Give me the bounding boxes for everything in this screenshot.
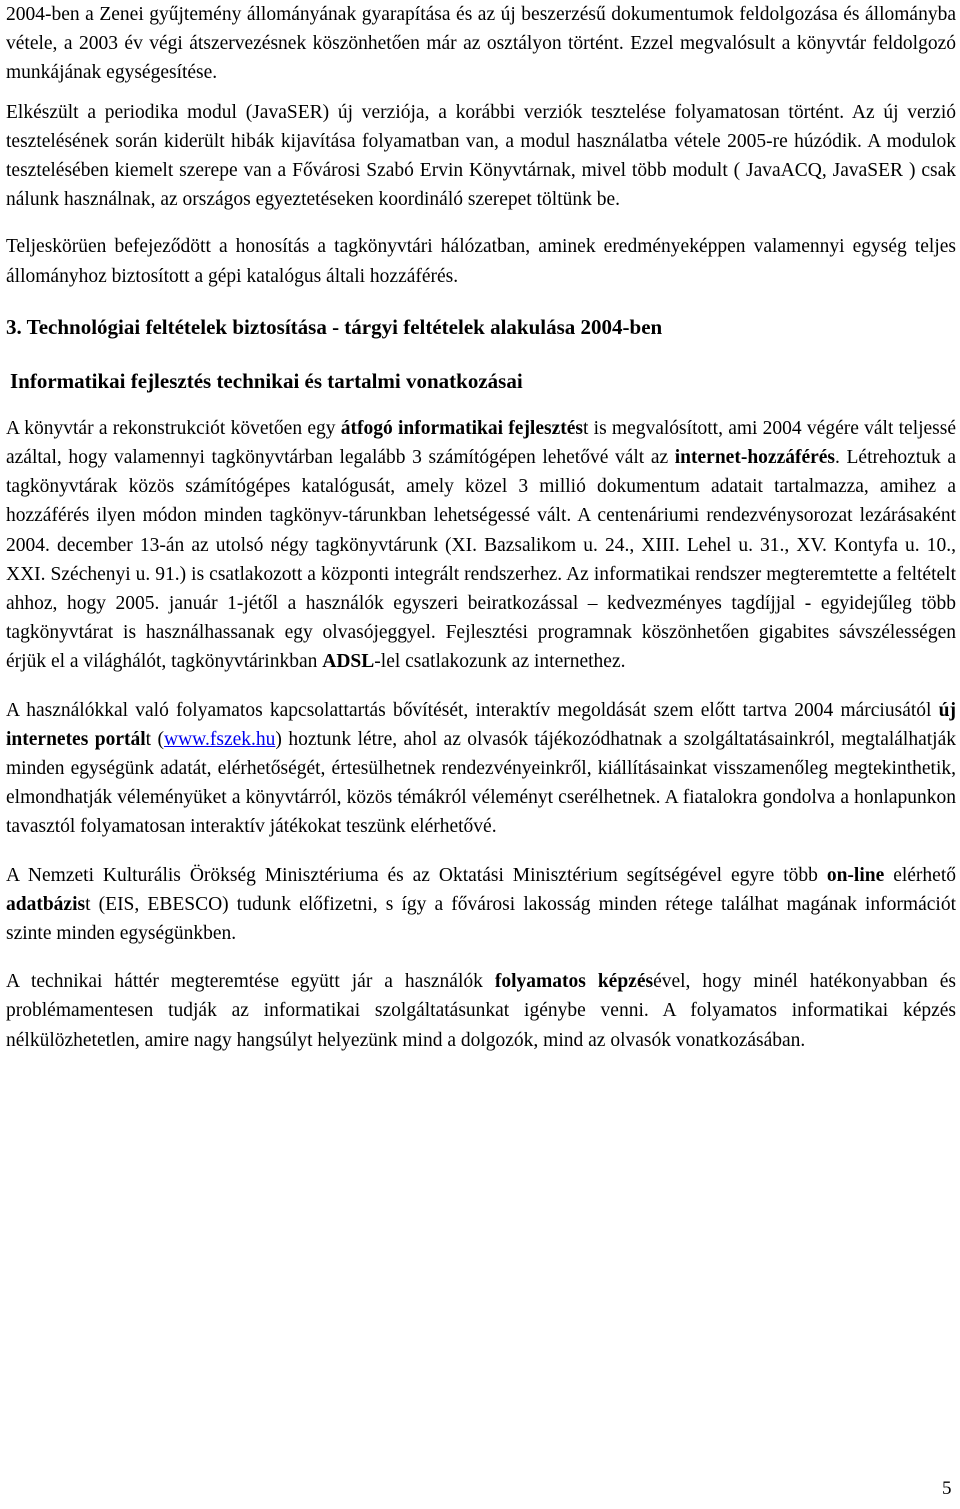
paragraph-training: A technikai háttér megteremtése együtt jár a használók folyamatos képzésével, hogy minél hatékonyabban és problémamentesen tudják az informatikai szolgáltatásunkat igénybe venni. A folyamatos informatikai képzés nélkülözhetetlen, amire nagy hangsúlyt helyezünk mind a dolgozók, mind az olvasók vonatkozásában. <box>6 971 957 1051</box>
website-link[interactable]: www.fszek.hu <box>164 728 276 750</box>
paragraph-music-collection: 2004-ben a Zenei gyűjtemény állományának gyarapítása és az új beszerzésű dokumentumok feldolgozása és állományba vétele, a 2003 év végi átszervezésnek köszönhetően már az osztályon történt. Ezzel megvalósult a könyvtár feldolgozó munkájának egységesítése. <box>6 4 956 84</box>
paragraph-databases: A Nemzeti Kulturális Örökség Minisztériuma és az Oktatási Minisztérium segítségével egyre több on-line elérhető adatbázist (EIS, EBESCO) tudunk előfizetni, s így a fővárosi lakosság minden rétege találhat magának információt szinte minden egységünkben. <box>6 864 956 945</box>
document-page <box>6 0 956 1055</box>
paragraph-web-portal: A használókkal való folyamatos kapcsolattartás bővítését, interaktív megoldását szem előtt tartva 2004 márciusától új internetes portált (www.fszek.hu) hoztunk létre, ahol az olvasók tájékozódhatnak a szolgáltatásainkról, megtalálhatják minden egységünk adatát, elérhetőségét, értesülhetnek rendezvényeinkről, kiállításainkat visszamenőleg megtekinthetik, elmondhatják véleményüket a könyvtárról, közös témákról véleményt cserélhetnek. A fiatalokra gondolva a honlapunkon tavasztól folyamatosan interaktív játékokat teszünk elérhetővé. <box>6 699 956 838</box>
section-heading: 3. Technológiai feltételek biztosítása - tárgyi feltételek alakulása 2004-ben <box>6 314 663 339</box>
bold-term: ADSL <box>322 651 375 673</box>
bold-term: on-line <box>826 864 885 886</box>
page-number: 5 <box>942 1478 952 1499</box>
paragraph-localization: Teljeskörüen befejeződött a honosítás a tagkönyvtári hálózatban, aminek eredményeképpen valamennyi egység teljes állományhoz biztosított a gépi katalógus általi hozzáférés. <box>6 236 956 287</box>
paragraph-periodical-module: Elkészült a periodika modul (JavaSER) új verziója, a korábbi verziók tesztelése folyamatosan történt. Az új verzió tesztelésének során kiderült hibák kijavítása folyamatban van, a modul használatba vétele 2005-re húzódik. A modulok tesztelésében kiemelt szerepe van a Fővárosi Szabó Ervin Könyvtárnak, mivel több modult ( JavaACQ, JavaSER ) csak nálunk használnak, az országos egyeztetéseken koordináló szerepet töltünk be. <box>6 101 956 211</box>
bold-term: új internetes portál <box>6 699 956 750</box>
bold-term: folyamatos képzés <box>494 971 654 993</box>
subsection-heading: Informatikai fejlesztés technikai és tartalmi vonatkozásai <box>10 368 523 393</box>
bold-term: átfogó informatikai fejlesztés <box>340 417 583 439</box>
paragraph-it-development: A könyvtár a rekonstrukciót követően egy átfogó informatikai fejlesztést is megvalósított, ami 2004 végére vált teljessé azáltal, hogy valamennyi tagkönyvtárban legalább 3 számítógépen lehetővé vált az internet-hozzáférés. Létrehoztuk a tagkönyvtárak közös számítógépes katalógusát, amely közel 3 millió dokumentum adatait tartalmazza, amihez a hozzáférés ilyen módon minden tagkönyv-tárunkban lehetségessé vált. A centenáriumi rendezvénysorozat lezárásaként 2004. december 13-án az utolsó négy tagkönyvtárunk (XI. Bazsalikom u. 24., XIII. Lehel u. 31., XV. Kontyfa u. 10., XXI. Széchenyi u. 91.) is csatlakozott a központi integrált rendszerhez. Az informatikai rendszer megteremtette a feltételt ahhoz, hogy 2005. január 1-jétől a használók egyszeri beiratkozással – kedvezményes tagdíjjal - egyidejűleg több tagkönyvtárat is használhassanak egy olvasójeggyel. Fejlesztési programnak köszönhetően gigabites sávszélességen érjük el a világhálót, tagkönyvtárinkban ADSL-lel csatlakozunk az internethez. <box>6 417 957 673</box>
bold-term: internet-hozzáférés <box>674 447 836 469</box>
bold-term: adatbázis <box>6 893 86 915</box>
